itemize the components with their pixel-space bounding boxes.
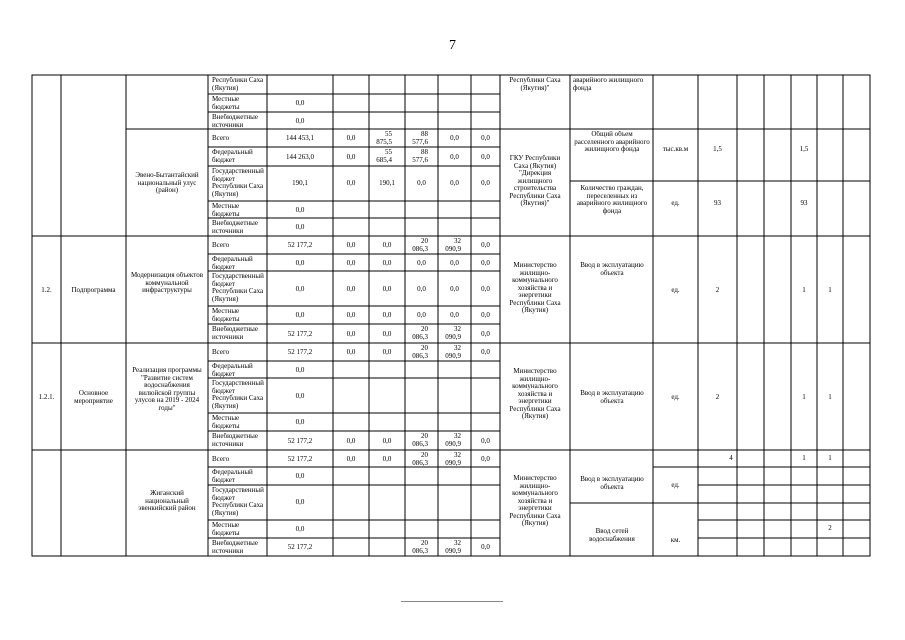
value-cell: 0,0 [450, 154, 459, 161]
source-cell: Внебюджетные источники [212, 540, 258, 555]
indicator-cell: Ввод в эксплуатацию объекта [580, 476, 644, 491]
unit-cell: тыс.кв.м [662, 146, 689, 153]
value-cell: 1,5 [799, 146, 809, 153]
value-cell: 0,0 [382, 242, 392, 249]
row-type: Подпрограмма [71, 287, 116, 294]
source-cell: Федеральный бюджет [212, 149, 253, 164]
value-cell: 52 177,2 [287, 331, 313, 338]
value-cell: 0,0 [346, 135, 356, 142]
value-cell: 190,1 [292, 180, 308, 187]
value-cell: 1 [802, 287, 806, 294]
value-cell: 52 177,2 [287, 544, 313, 551]
source-cell: Местные бюджеты [212, 203, 240, 218]
value-cell: 32 090,9 [445, 345, 461, 360]
value-cell: 88 577,6 [412, 131, 428, 146]
row-number: 1.2. [41, 287, 52, 294]
value-cell: 0,0 [450, 135, 459, 142]
source-cell: Внебюджетные источники [212, 220, 258, 235]
row-name: Модернизация объектов коммунальной инфраструктуры [130, 272, 204, 294]
source-cell: Внебюджетные источники [212, 114, 258, 129]
executor-cell: Министерство жилищно-коммунального хозяйства и энергетики Республики Саха (Якутия) [509, 368, 561, 420]
source-cell: Всего [212, 349, 230, 356]
value-cell: 2 [828, 525, 832, 532]
indicator-cell: Ввод сетей водоснабжения [589, 528, 635, 543]
source-cell: Федеральный бюджет [212, 363, 253, 378]
value-cell: 0,0 [295, 499, 305, 506]
value-cell: 32 090,9 [445, 433, 461, 448]
value-cell: 88 577,6 [412, 149, 428, 164]
value-cell: 32 090,9 [445, 326, 461, 341]
district-name: Эвено-Бытантайский национальный улус (район) [135, 172, 199, 194]
indicator-cell: Ввод в эксплуатацию объекта [580, 262, 644, 277]
value-cell: 1 [828, 394, 832, 401]
value-cell: 0,0 [417, 286, 426, 293]
unit-cell: ед. [671, 394, 680, 401]
unit-cell: км. [670, 537, 681, 544]
value-cell: 0,0 [382, 260, 392, 267]
value-cell: 0,0 [481, 135, 490, 142]
value-cell: 0,0 [295, 118, 305, 125]
value-cell: 0,0 [450, 286, 459, 293]
value-cell: 0,0 [295, 526, 305, 533]
value-cell: 93 [800, 200, 808, 207]
source-cell: Местные бюджеты [212, 522, 240, 537]
value-cell: 0,0 [481, 260, 490, 267]
value-cell: 52 177,2 [287, 438, 313, 445]
value-cell: 20 086,3 [412, 345, 428, 360]
value-cell: 0,0 [481, 286, 490, 293]
value-cell: 1 [828, 455, 832, 462]
value-cell: 0,0 [481, 331, 490, 338]
value-cell: 0,0 [417, 312, 426, 319]
value-cell: 0,0 [295, 419, 305, 426]
source-cell: Государственный бюджет Республики Саха (Якутия) [212, 380, 264, 410]
value-cell: 32 090,9 [445, 238, 461, 253]
value-cell: 2 [715, 287, 720, 294]
row-name: Реализация программы "Развитие систем водоснабжения вилюйской группы улусов на 2019 - 2024 годы" [132, 367, 202, 412]
executor-cell: Республики Саха (Якутия)" [509, 77, 561, 92]
value-cell: 0,0 [481, 242, 490, 249]
value-cell: 0,0 [450, 180, 459, 187]
unit-cell: ед. [671, 482, 680, 489]
value-cell: 0,0 [382, 456, 392, 463]
value-cell: 0,0 [346, 154, 356, 161]
source-cell: Всего [212, 242, 230, 249]
source-cell: Федеральный бюджет [212, 469, 253, 484]
source-cell: Республики Саха (Якутия) [212, 77, 264, 92]
value-cell: 0,0 [417, 180, 426, 187]
source-cell: Внебюджетные источники [212, 326, 258, 341]
source-cell: Государственный бюджет Республики Саха (Якутия) [212, 168, 264, 198]
value-cell: 20 086,3 [412, 326, 428, 341]
value-cell: 0,0 [346, 260, 356, 267]
value-cell: 0,0 [382, 312, 392, 319]
value-cell: 0,0 [382, 438, 392, 445]
value-cell: 0,0 [295, 207, 305, 214]
source-cell: Всего [212, 135, 230, 142]
value-cell: 0,0 [295, 473, 305, 480]
value-cell: 55 685,4 [376, 149, 392, 164]
row-type: Основное мероприятие [74, 390, 113, 405]
source-cell: Местные бюджеты [212, 415, 240, 430]
value-cell: 0,0 [346, 331, 356, 338]
source-cell: Местные бюджеты [212, 96, 240, 111]
row-number: 1.2.1. [38, 394, 55, 401]
source-cell: Федеральный бюджет [212, 256, 253, 271]
value-cell: 4 [729, 455, 733, 462]
value-cell: 1 [828, 287, 832, 294]
unit-cell: ед. [671, 287, 680, 294]
value-cell: 0,0 [481, 456, 490, 463]
source-cell: Местные бюджеты [212, 308, 240, 323]
value-cell: 0,0 [346, 438, 356, 445]
value-cell: 0,0 [382, 331, 392, 338]
value-cell: 0,0 [450, 312, 459, 319]
value-cell: 0,0 [295, 312, 305, 319]
value-cell: 1,5 [713, 146, 722, 153]
value-cell: 93 [714, 200, 721, 207]
value-cell: 0,0 [481, 544, 490, 551]
value-cell: 0,0 [346, 312, 356, 319]
value-cell: 0,0 [346, 180, 356, 187]
value-cell: 144 453,1 [286, 135, 314, 142]
value-cell: 0,0 [481, 312, 490, 319]
source-cell: Внебюджетные источники [212, 433, 258, 448]
indicator-cell: Общий объем расселенного аварийного жилищного фонда [574, 131, 650, 153]
value-cell: 144 263,0 [286, 154, 314, 161]
value-cell: 0,0 [295, 224, 305, 231]
value-cell: 190,1 [379, 180, 395, 187]
value-cell: 0,0 [346, 286, 356, 293]
value-cell: 0,0 [295, 367, 305, 374]
executor-cell: ГКУ Республики Саха (Якутия) "Дирекция жилищного строительства Республики Саха (Якутия)" [509, 155, 561, 207]
footer-rule [401, 601, 503, 602]
value-cell: 0,0 [346, 349, 356, 356]
executor-cell: Министерство жилищно-коммунального хозяйства и энергетики Республики Саха (Якутия) [509, 475, 561, 527]
value-cell: 0,0 [346, 456, 356, 463]
value-cell: 52 177,2 [287, 456, 313, 463]
value-cell: 0,0 [417, 260, 426, 267]
source-cell: Государственный бюджет Республики Саха (Якутия) [212, 487, 264, 517]
value-cell: 52 177,2 [287, 349, 313, 356]
value-cell: 0,0 [481, 154, 490, 161]
page-number: 7 [449, 38, 456, 53]
value-cell: 0,0 [382, 349, 392, 356]
value-cell: 20 086,3 [412, 452, 428, 467]
value-cell: 2 [715, 394, 720, 401]
value-cell: 0,0 [481, 349, 490, 356]
value-cell: 20 086,3 [412, 433, 428, 448]
value-cell: 32 090,9 [445, 452, 461, 467]
indicator-cell: аварийного жилищного фонда [573, 77, 644, 92]
indicator-cell: Ввод в эксплуатацию объекта [580, 390, 644, 405]
district-name: Жиганский национальный эвенкийский район [138, 490, 196, 512]
value-cell: 32 090,9 [445, 540, 461, 555]
value-cell: 0,0 [382, 286, 392, 293]
value-cell: 0,0 [346, 242, 356, 249]
value-cell: 0,0 [295, 100, 305, 107]
value-cell: 20 086,3 [412, 238, 428, 253]
value-cell: 1 [802, 394, 806, 401]
value-cell: 0,0 [295, 393, 305, 400]
value-cell: 0,0 [481, 438, 490, 445]
value-cell: 55 875,5 [376, 131, 392, 146]
value-cell: 20 086,3 [412, 540, 428, 555]
value-cell: 52 177,2 [287, 242, 313, 249]
source-cell: Государственный бюджет Республики Саха (Якутия) [212, 273, 264, 303]
source-cell: Всего [212, 456, 230, 463]
value-cell: 0,0 [295, 260, 305, 267]
value-cell: 1 [802, 455, 806, 462]
unit-cell: ед. [671, 200, 680, 207]
value-cell: 0,0 [481, 180, 490, 187]
value-cell: 0,0 [450, 260, 459, 267]
value-cell: 0,0 [295, 286, 305, 293]
executor-cell: Министерство жилищно-коммунального хозяйства и энергетики Республики Саха (Якутия) [509, 262, 561, 314]
indicator-cell: Количество граждан, переселенных из аварийного жилищного фонда [576, 185, 648, 215]
